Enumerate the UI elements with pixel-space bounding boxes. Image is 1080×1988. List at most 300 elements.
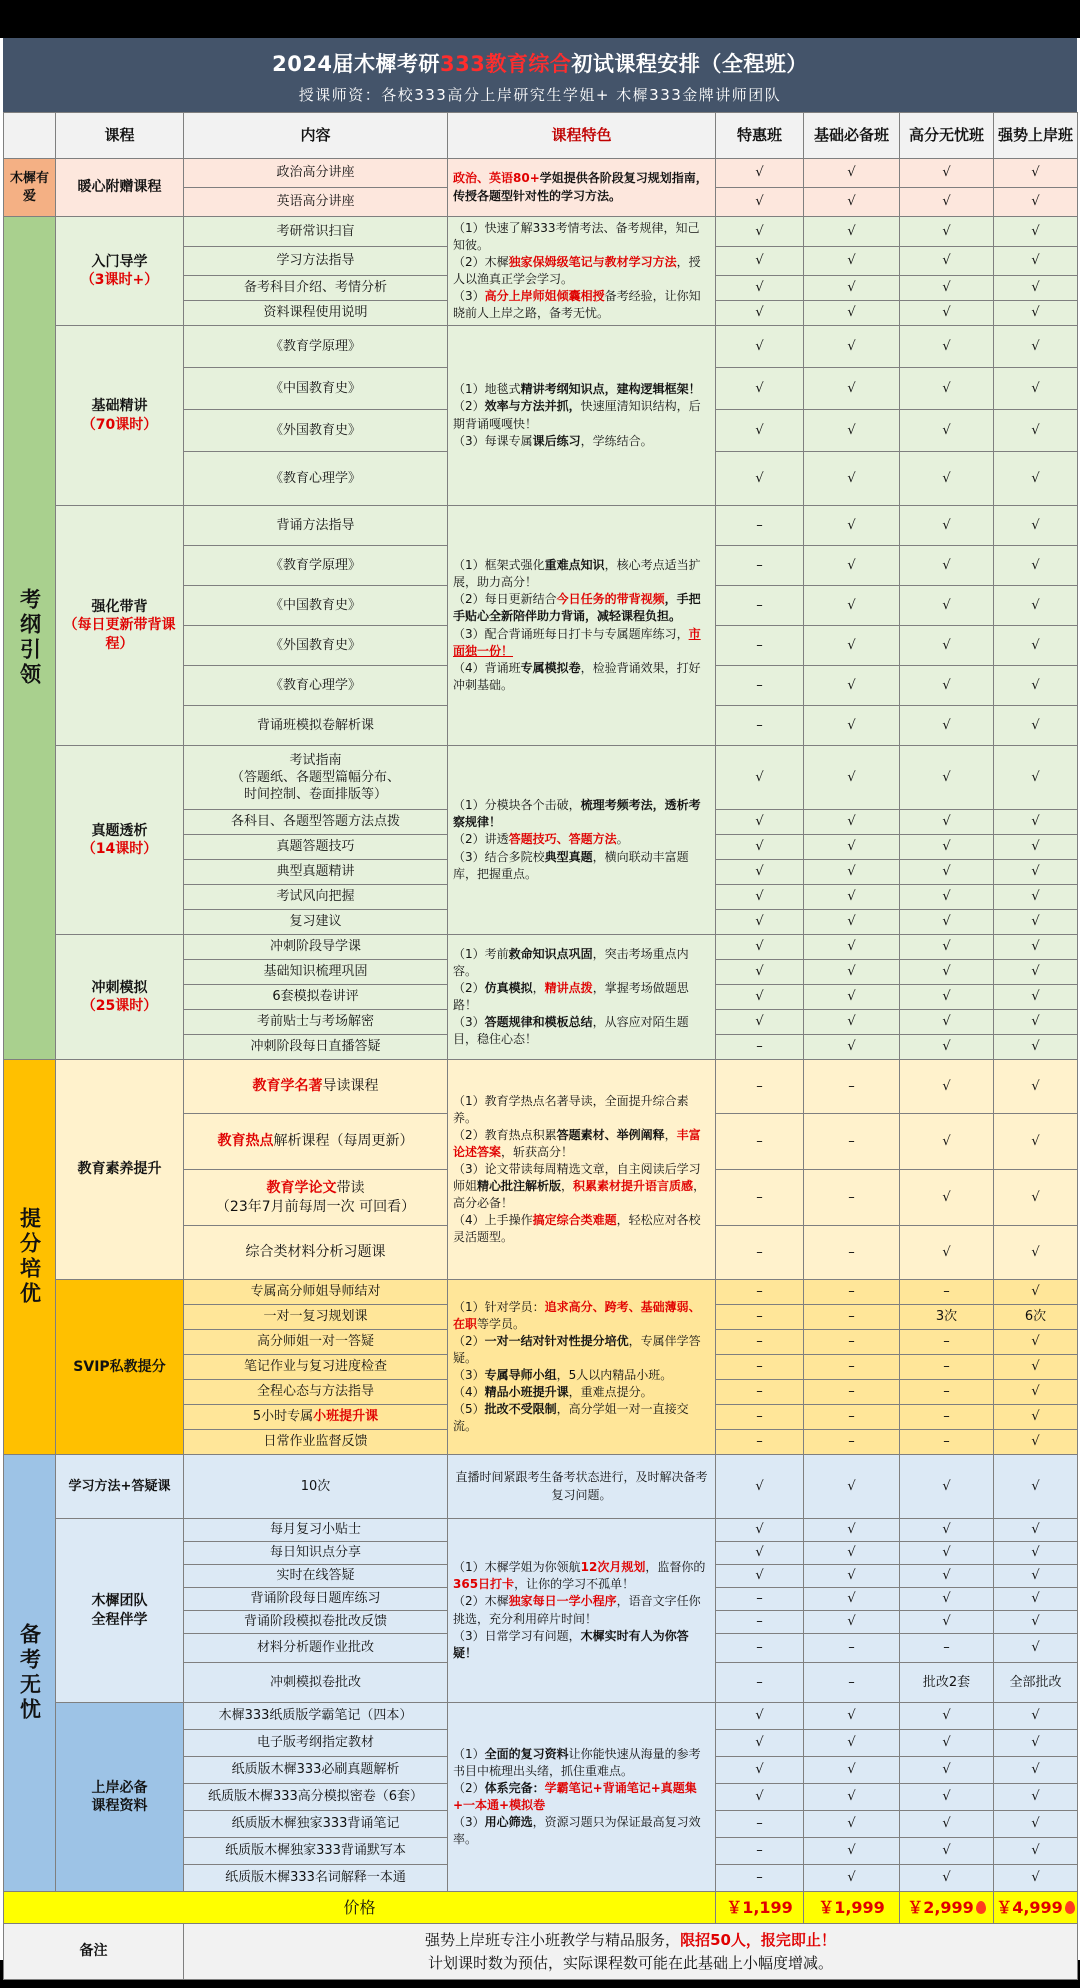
note-text <box>184 1924 1078 1980</box>
plan3-mark: √ <box>900 1542 994 1565</box>
content-item: 《教育心理学》 <box>184 666 448 706</box>
plan2-mark: – <box>804 1634 900 1663</box>
plan4-mark: √ <box>994 1060 1078 1114</box>
plan2-mark: √ <box>804 1865 900 1892</box>
plan4-mark: √ <box>994 217 1078 247</box>
plan3-mark: 批改2套 <box>900 1663 994 1703</box>
content-item: 纸质版木樨独家333背诵默写本 <box>184 1838 448 1865</box>
content-item <box>184 1114 448 1170</box>
group-materials: 上岸必备 课程资料 <box>56 1703 184 1892</box>
content-item: 《中国教育史》 <box>184 586 448 626</box>
plan3-mark: √ <box>900 1060 994 1114</box>
feat-text: ，语音文字任你挑选，充分利用碎片时间！ <box>453 1594 701 1626</box>
plan2-mark: – <box>804 1405 900 1430</box>
content-item: 学习方法指导 <box>184 247 448 276</box>
plan1-mark: – <box>716 1838 804 1865</box>
table-row <box>4 1519 1078 1542</box>
content-item <box>184 1170 448 1226</box>
feat-bold: 一对一结对针对性提分培优 <box>484 1333 629 1348</box>
feat-text: ， <box>532 980 545 995</box>
plan2-mark: √ <box>804 810 900 835</box>
feat-text: （4）背诵班 <box>453 660 521 675</box>
plan2-mark: – <box>804 1380 900 1405</box>
feat-hl: 精讲点拨 <box>544 980 593 995</box>
feat-text: ，斩获高分！ <box>501 1144 574 1159</box>
content-item: 每日知识点分享 <box>184 1542 448 1565</box>
feat-text: ，轻松应对各校灵活题型。 <box>453 1213 701 1245</box>
header-plan2: 基础必备班 <box>804 113 900 159</box>
plan1-mark: √ <box>716 860 804 885</box>
feat-hl: 今日任务的带背视频 <box>556 592 665 607</box>
plan4-mark: √ <box>994 188 1078 217</box>
content-item: 典型真题精讲 <box>184 860 448 885</box>
plan2-mark: √ <box>804 410 900 452</box>
plan4-mark: √ <box>994 626 1078 666</box>
feat-hl: 积累素材提升语言质感 <box>573 1179 694 1194</box>
feat-bold: 效率与方法并抓， <box>484 399 581 414</box>
item-text: 解析课程（每周更新） <box>273 1133 414 1150</box>
feat-text: ，核心考点适当扩展，助力高分！ <box>453 558 701 590</box>
title-banner <box>3 38 1077 112</box>
plan2-mark: √ <box>804 368 900 410</box>
plan2-mark: √ <box>804 159 900 188</box>
plan3-mark: √ <box>900 159 994 188</box>
feat-text: （2） <box>453 980 485 995</box>
plan2-mark: √ <box>804 247 900 276</box>
plan2-mark: √ <box>804 586 900 626</box>
plan4-mark: √ <box>994 1355 1078 1380</box>
plan4-mark: √ <box>994 452 1078 506</box>
plan1-mark: √ <box>716 452 804 506</box>
content-item: 冲刺阶段每日直播答疑 <box>184 1035 448 1060</box>
plan1-mark: – <box>716 1060 804 1114</box>
plan1-mark: – <box>716 666 804 706</box>
note-line: 计划课时数为预估，实际课程数可能在此基础上小幅度增减。 <box>427 1953 833 1972</box>
content-item: 考前贴士与考场解密 <box>184 1010 448 1035</box>
feature-materials <box>448 1703 716 1892</box>
feat-text: （4）上手操作 <box>453 1213 533 1228</box>
note-line: 强势上岸班专注小班教学与精品服务， <box>425 1931 681 1949</box>
group-companion: 木樨团队 全程伴学 <box>56 1519 184 1703</box>
item-text: 带读 <box>336 1180 365 1197</box>
plan3-mark: – <box>900 1405 994 1430</box>
plan1-mark: √ <box>716 188 804 217</box>
plan1-mark: √ <box>716 301 804 326</box>
table-row <box>4 1060 1078 1114</box>
feat-hl: 365日打卡 <box>453 1577 515 1592</box>
plan4-mark: √ <box>994 1811 1078 1838</box>
plan4-mark: √ <box>994 1703 1078 1730</box>
feat-text: ，授人以渔真正学会学习。 <box>453 254 701 286</box>
feat-bold: 批改不受限制 <box>484 1402 557 1417</box>
content-item: 背诵班模拟卷解析课 <box>184 706 448 746</box>
plan1-mark: – <box>716 1405 804 1430</box>
plan2-mark: – <box>804 1226 900 1280</box>
plan2-mark: √ <box>804 1519 900 1542</box>
plan3-mark: √ <box>900 1865 994 1892</box>
plan2-mark: √ <box>804 1611 900 1634</box>
feat-text: （1）考前 <box>453 946 509 961</box>
feat-text: 等学员。 <box>477 1316 526 1331</box>
plan2-mark: √ <box>804 546 900 586</box>
feat-text: 。 <box>616 832 629 847</box>
feat-bold: 全面的复习资料 <box>484 1746 569 1761</box>
content-item: 复习建议 <box>184 910 448 935</box>
plan1-mark: – <box>716 706 804 746</box>
feat-text: （1）针对学员： <box>453 1299 545 1314</box>
table-row <box>4 217 1078 247</box>
plan4-mark: √ <box>994 666 1078 706</box>
feat-bold: 答题规律和模板总结 <box>484 1015 593 1030</box>
group-method: 学习方法+答疑课 <box>56 1455 184 1519</box>
item-text: （23年7月前每周一次 可回看） <box>215 1198 416 1215</box>
plan2-mark: √ <box>804 188 900 217</box>
plan4-mark: 全部批改 <box>994 1663 1078 1703</box>
content-item: 背诵方法指导 <box>184 506 448 546</box>
title-prefix: 2024届木樨考研 <box>272 52 441 76</box>
plan2-mark: √ <box>804 835 900 860</box>
content-item: 每月复习小贴士 <box>184 1519 448 1542</box>
plan3-mark: √ <box>900 626 994 666</box>
feat-hl: 答题技巧、答题方法 <box>508 832 617 847</box>
plan3-mark: √ <box>900 1010 994 1035</box>
plan4-mark: √ <box>994 1430 1078 1455</box>
content-item: 6套模拟卷讲评 <box>184 985 448 1010</box>
plan2-mark: – <box>804 1170 900 1226</box>
plan3-mark: √ <box>900 452 994 506</box>
content-item: 考试指南 （答题纸、各题型篇幅分布、 时间控制、卷面排版等） <box>184 746 448 810</box>
plan1-mark: √ <box>716 910 804 935</box>
plan2-mark: √ <box>804 1588 900 1611</box>
content-item: 背诵阶段每日题库练习 <box>184 1588 448 1611</box>
feat-text: （2）讲透 <box>453 832 509 847</box>
plan3-mark: √ <box>900 1519 994 1542</box>
group-gift: 暖心附赠课程 <box>56 159 184 217</box>
plan1-mark: – <box>716 1355 804 1380</box>
plan1-mark: – <box>716 1865 804 1892</box>
plan1-mark: – <box>716 506 804 546</box>
plan1-mark: – <box>716 1035 804 1060</box>
feat-text: （2）教育热点积累 <box>453 1127 557 1142</box>
content-item: 《外国教育史》 <box>184 626 448 666</box>
feat-bold: 专属模拟卷 <box>520 660 581 675</box>
plan2-mark: √ <box>804 1565 900 1588</box>
plan3-mark: √ <box>900 706 994 746</box>
item-text: 5小时专属 <box>252 1409 314 1425</box>
plan1-mark: – <box>716 1330 804 1355</box>
plan1-mark: – <box>716 1611 804 1634</box>
plan1-mark: – <box>716 546 804 586</box>
group-hours: （14课时） <box>81 841 158 857</box>
plan2-mark: – <box>804 1330 900 1355</box>
feat-bold: 体系完备： <box>484 1780 545 1795</box>
plan2-mark: √ <box>804 910 900 935</box>
content-item: 综合类材料分析习题课 <box>184 1226 448 1280</box>
feat-bold: 课后练习 <box>532 433 581 448</box>
content-item: 纸质版木樨独家333背诵笔记 <box>184 1811 448 1838</box>
feat-bold: 专属导师小组 <box>484 1368 557 1382</box>
plan4-mark: √ <box>994 1035 1078 1060</box>
plan2-mark: – <box>804 1060 900 1114</box>
feat-text: （1）快速了解333考情考法、备考规律，知己知彼。 <box>453 220 700 252</box>
header-content: 内容 <box>184 113 448 159</box>
plan3-mark: √ <box>900 1838 994 1865</box>
feat-text: （3） <box>453 1015 485 1030</box>
plan4-mark: √ <box>994 860 1078 885</box>
plan2-mark: √ <box>804 301 900 326</box>
plan1-mark: – <box>716 1663 804 1703</box>
plan1-mark: √ <box>716 985 804 1010</box>
feat-hl: 独家保姆级笔记与教材学习方法 <box>508 254 677 269</box>
plan4-mark: √ <box>994 506 1078 546</box>
price-plan2: ￥1,999 <box>804 1892 900 1924</box>
group-sprint <box>56 935 184 1060</box>
plan1-mark: √ <box>716 1757 804 1784</box>
group-name: 入门导学 <box>91 253 148 270</box>
content-item: 10次 <box>184 1455 448 1519</box>
plan4-mark: √ <box>994 1455 1078 1519</box>
header-plan4: 强势上岸班 <box>994 113 1078 159</box>
plan2-mark: – <box>804 1663 900 1703</box>
plan3-mark: √ <box>900 1588 994 1611</box>
feat-text: ，检验背诵效果，打好冲刺基础。 <box>453 660 701 692</box>
feat-hl: 独家每日一学小程序 <box>508 1594 617 1609</box>
plan3-mark: √ <box>900 746 994 810</box>
plan4-mark: √ <box>994 1634 1078 1663</box>
plan1-mark: – <box>716 1280 804 1305</box>
group-name: 基础精讲 <box>91 398 148 415</box>
plan3-mark: √ <box>900 1035 994 1060</box>
plan2-mark: √ <box>804 985 900 1010</box>
content-item: 《教育学原理》 <box>184 546 448 586</box>
plan3-mark: √ <box>900 368 994 410</box>
item-hl: 教育热点 <box>217 1133 274 1150</box>
plan1-mark: √ <box>716 810 804 835</box>
plan1-mark: √ <box>716 746 804 810</box>
feat-hl: 12次月规划 <box>580 1560 646 1575</box>
plan1-mark: √ <box>716 960 804 985</box>
group-svip: SVIP私教提分 <box>56 1280 184 1455</box>
feat-text: ，资源习题只为保证最高复习效率。 <box>453 1815 701 1847</box>
feat-text: ，重难点提分。 <box>568 1385 653 1400</box>
table-row <box>4 1892 1078 1924</box>
content-item: 冲刺阶段导学课 <box>184 935 448 960</box>
feat-bold: 精品小班提升课 <box>484 1385 569 1400</box>
plan3-mark: √ <box>900 546 994 586</box>
fire-icon <box>1065 1901 1075 1914</box>
feat-text: 学姐提供各阶段复习规划指南，传授各题型针对性的学习方法。 <box>453 171 708 203</box>
table-row <box>4 746 1078 810</box>
feat-bold: 用心筛选 <box>484 1815 533 1830</box>
plan3-mark: √ <box>900 1730 994 1757</box>
plan4-mark: √ <box>994 301 1078 326</box>
price-value: ￥4,999 <box>996 1897 1063 1917</box>
plan1-mark: √ <box>716 1565 804 1588</box>
item-hl: 教育学论文 <box>266 1180 337 1197</box>
group-name: 真题透析 <box>91 822 148 839</box>
feat-text: （3） <box>453 289 485 304</box>
feat-text: ，让你的学习不孤单！ <box>514 1577 635 1592</box>
feature-sprint <box>448 935 716 1060</box>
group-hours: （70课时） <box>81 416 158 433</box>
course-sheet <box>0 38 1080 1972</box>
feat-hl: 追求高分、跨考、基础薄弱、在职 <box>453 1299 701 1331</box>
table-row <box>4 1924 1078 1980</box>
content-item: 冲刺模拟卷批改 <box>184 1663 448 1703</box>
plan2-mark: √ <box>804 1838 900 1865</box>
plan1-mark: √ <box>716 326 804 368</box>
plan4-mark: √ <box>994 368 1078 410</box>
plan3-mark: √ <box>900 1455 994 1519</box>
plan3-mark: √ <box>900 885 994 910</box>
plan2-mark: √ <box>804 746 900 810</box>
content-item: 一对一复习规划课 <box>184 1305 448 1330</box>
plan2-mark: √ <box>804 1784 900 1811</box>
feat-text: ，突击考场重点内容。 <box>453 946 689 978</box>
price-plan4 <box>994 1892 1078 1924</box>
plan3-mark: √ <box>900 960 994 985</box>
group-name: 强化带背 <box>91 598 148 615</box>
plan4-mark: √ <box>994 1565 1078 1588</box>
plan2-mark: √ <box>804 452 900 506</box>
plan3-mark: √ <box>900 326 994 368</box>
plan1-mark: √ <box>716 1455 804 1519</box>
plan4-mark: √ <box>994 1405 1078 1430</box>
plan3-mark: √ <box>900 985 994 1010</box>
feat-text: ，从容应对陌生题目，稳住心态！ <box>453 1015 689 1047</box>
feature-method: 直播时间紧跟考生备考状态进行，及时解决备考复习问题。 <box>448 1455 716 1519</box>
plan1-mark: √ <box>716 368 804 410</box>
plan4-mark: √ <box>994 810 1078 835</box>
feature-exam <box>448 746 716 935</box>
plan4-mark: √ <box>994 1588 1078 1611</box>
plan4-mark: √ <box>994 276 1078 301</box>
plan4-mark: √ <box>994 1226 1078 1280</box>
feat-text: （1） <box>453 1746 485 1761</box>
content-item: 木樨333纸质版学霸笔记（四本） <box>184 1703 448 1730</box>
title-suffix: 初试课程安排（全程班） <box>571 52 808 76</box>
plan3-mark: √ <box>900 247 994 276</box>
plan2-mark: √ <box>804 1811 900 1838</box>
feat-text: ，高分学姐一对一直接交流。 <box>453 1402 689 1434</box>
plan2-mark: √ <box>804 1757 900 1784</box>
feat-text: （3）配合背诵班每日打卡与专属题库练习， <box>453 626 689 641</box>
feat-bold: 木樨实时有人为你答疑！ <box>453 1628 689 1660</box>
plan4-mark: √ <box>994 410 1078 452</box>
feat-text: ，监督你的 <box>645 1560 706 1575</box>
section-worryfree: 备考无忧 <box>4 1455 56 1892</box>
plan1-mark: – <box>716 1811 804 1838</box>
plan1-mark: √ <box>716 1730 804 1757</box>
group-hours: （3课时+） <box>80 272 159 288</box>
feat-text: 备考经验，让你知晓前人上岸之路，备考无忧。 <box>453 289 701 321</box>
plan4-mark: √ <box>994 1611 1078 1634</box>
feat-hl: 学霸笔记+背诵笔记+真题集+一本通+模拟卷 <box>453 1780 697 1812</box>
feat-text: ，横向联动丰富题库，把握重点。 <box>453 849 689 881</box>
feat-text: （1）分模块各个击破， <box>453 798 581 813</box>
group-exam <box>56 746 184 935</box>
plan4-mark: √ <box>994 1784 1078 1811</box>
note-label: 备注 <box>4 1924 184 1980</box>
plan4-mark: √ <box>994 985 1078 1010</box>
plan4-mark: √ <box>994 1757 1078 1784</box>
feat-text: （5） <box>453 1402 485 1417</box>
feat-text: （1）教育学热点名著导读，全面提升综合素养。 <box>453 1093 689 1125</box>
plan4-mark: √ <box>994 885 1078 910</box>
item-hl: 教育学名著 <box>252 1078 323 1095</box>
plan3-mark: √ <box>900 810 994 835</box>
header-plan3: 高分无忧班 <box>900 113 994 159</box>
content-item: 《外国教育史》 <box>184 410 448 452</box>
content-item: 政治高分讲座 <box>184 159 448 188</box>
content-item: 全程心态与方法指导 <box>184 1380 448 1405</box>
feat-hl: 市面独一份！ <box>453 626 701 658</box>
plan3-mark: √ <box>900 935 994 960</box>
plan1-mark: √ <box>716 885 804 910</box>
plan1-mark: √ <box>716 159 804 188</box>
plan3-mark: √ <box>900 1565 994 1588</box>
feat-text: （2） <box>453 399 485 414</box>
plan3-mark: √ <box>900 1703 994 1730</box>
plan4-mark: √ <box>994 1280 1078 1305</box>
title-highlight: 333教育综合 <box>440 52 572 76</box>
content-item: 实时在线答疑 <box>184 1565 448 1588</box>
content-item: 材料分析题作业批改 <box>184 1634 448 1663</box>
plan2-mark: √ <box>804 1455 900 1519</box>
fire-icon <box>976 1901 986 1914</box>
plan2-mark: √ <box>804 1730 900 1757</box>
feature-basic <box>448 326 716 506</box>
feat-text: ，学练结合。 <box>580 433 653 448</box>
feat-hl: 高分上岸师姐倾囊相授 <box>484 289 605 304</box>
content-item: 备考科目介绍、考情分析 <box>184 276 448 301</box>
plan4-mark: √ <box>994 910 1078 935</box>
plan3-mark: – <box>900 1330 994 1355</box>
plan2-mark: √ <box>804 1542 900 1565</box>
content-item: 背诵阶段模拟卷批改反馈 <box>184 1611 448 1634</box>
plan4-mark: √ <box>994 159 1078 188</box>
plan1-mark: – <box>716 1114 804 1170</box>
feature-gift <box>448 159 716 217</box>
content-item: 日常作业监督反馈 <box>184 1430 448 1455</box>
plan2-mark: √ <box>804 217 900 247</box>
content-item: 《教育学原理》 <box>184 326 448 368</box>
content-item: 电子版考纲指定教材 <box>184 1730 448 1757</box>
plan1-mark: – <box>716 1430 804 1455</box>
feature-intro <box>448 217 716 326</box>
feat-text: （4） <box>453 1385 485 1400</box>
plan4-mark: √ <box>994 586 1078 626</box>
plan3-mark: √ <box>900 1611 994 1634</box>
plan4-mark: √ <box>994 1380 1078 1405</box>
page-subtitle: 授课师资：各校333高分上岸研究生学姐+ 木樨333金牌讲师团队 <box>298 86 782 104</box>
group-reinforce <box>56 506 184 746</box>
content-item: 各科目、各题型答题方法点拨 <box>184 810 448 835</box>
price-plan1: ￥1,199 <box>716 1892 804 1924</box>
plan3-mark: √ <box>900 217 994 247</box>
plan1-mark: √ <box>716 935 804 960</box>
content-item: 纸质版木樨333名词解释一本通 <box>184 1865 448 1892</box>
feature-reinforce <box>448 506 716 746</box>
plan1-mark: – <box>716 626 804 666</box>
plan3-mark: – <box>900 1380 994 1405</box>
feat-bold: 精心批注解析版 <box>477 1179 562 1194</box>
page-title <box>3 38 1077 78</box>
group-literacy: 教育素养提升 <box>56 1060 184 1280</box>
content-item: 笔记作业与复习进度检查 <box>184 1355 448 1380</box>
content-item: 纸质版木樨333高分模拟密卷（6套） <box>184 1784 448 1811</box>
item-text: 导读课程 <box>322 1078 379 1095</box>
